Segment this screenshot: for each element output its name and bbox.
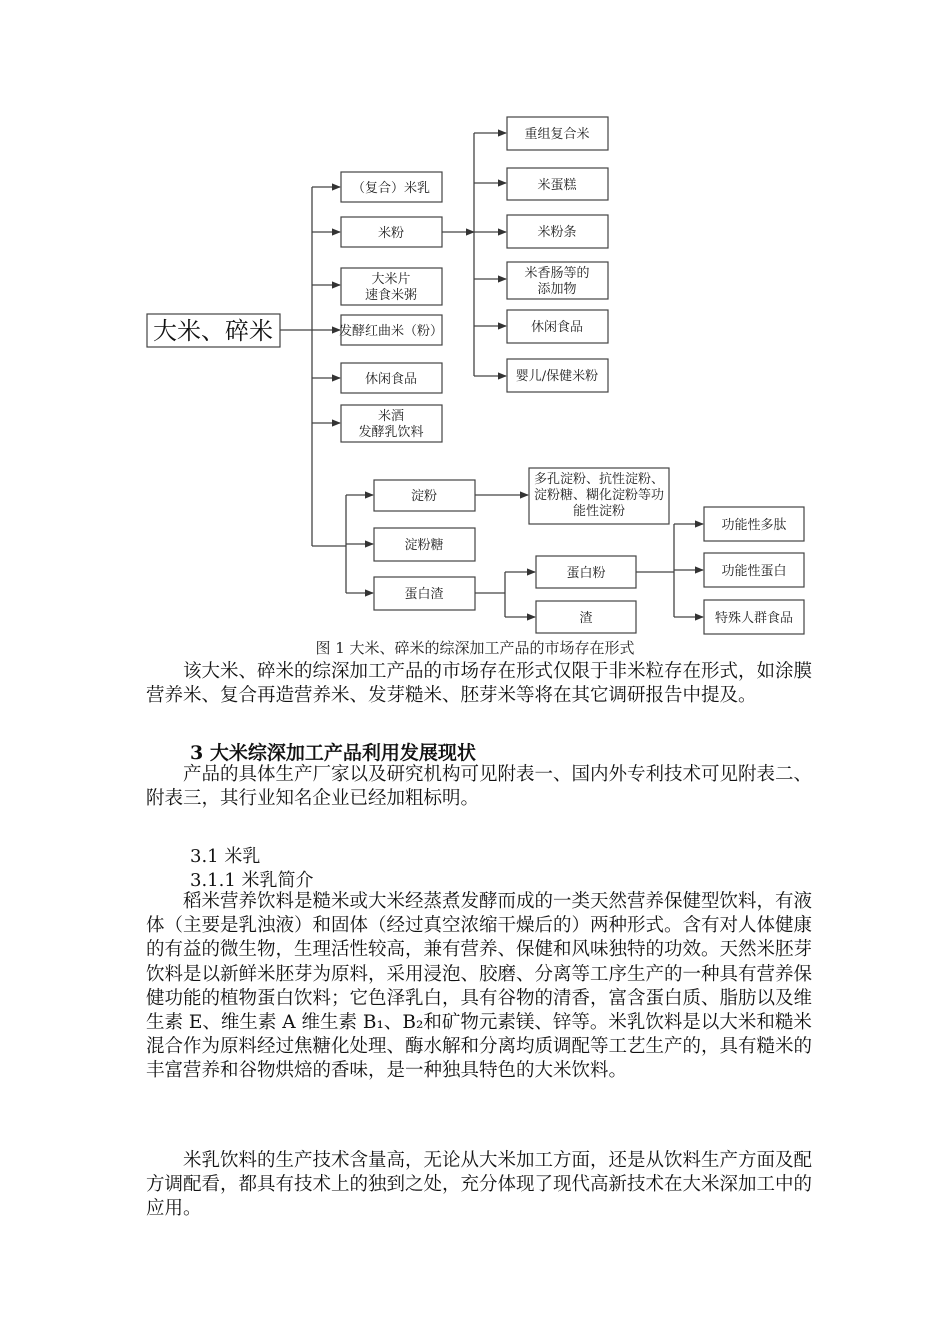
section-heading-3: 3 大米综深加工产品利用发展现状 — [190, 742, 476, 764]
paragraph-3: 稻米营养饮料是糙米或大米经蒸煮发酵而成的一类天然营养保健型饮料，有液体（主要是乳浊液）和固体（经过真空浓缩干燥后的）两种形式。含有对人体健康的有益的微生物，生理活性较高，兼有营养、保健和风味独特的功效。天然米胚芽饮料是以新鲜米胚芽为原料，采用浸泡、胶磨、分离等工序生产的一种具有营养保健功能的植物蛋白饮料；它色泽乳白，具有谷物的清香，富含蛋白质、脂肪以及维生素 E、维生素 A 维生素 B₁、B₂和矿物元素镁、锌等。米乳饮料是以大米和糙米混合作为原料经过焦糖化处理、酶水解和分离均质调配等工艺生产的，具有糙米的丰富营养和谷物烘焙的香味，是一种独具特色的大米饮料。 — [146, 891, 813, 1082]
label-starch: 淀粉 — [410, 489, 438, 504]
figure-caption: 图 1 大米、碎米的综深加工产品的市场存在形式 — [315, 639, 635, 657]
label-special-food: 特殊人群食品 — [714, 611, 794, 626]
label-peptide: 功能性多肽 — [721, 518, 787, 533]
label-rice-cake: 米蛋糕 — [537, 178, 577, 193]
paragraph-1: 该大米、碎米的综深加工产品的市场存在形式仅限于非米粒存在形式，如涂膜营养米、复合再造营养米、发芽糙米、胚芽米等将在其它调研报告中提及。 — [146, 661, 813, 707]
label-snack-2: 休闲食品 — [530, 320, 584, 335]
label-func-starch-1: 多孔淀粉、抗性淀粉、 — [533, 472, 665, 487]
label-rice-flakes: 大米片 — [371, 272, 411, 287]
label-sausage: 米香肠等的 — [524, 266, 590, 281]
label-recombined-rice: 重组复合米 — [524, 127, 590, 142]
paragraph-4: 米乳饮料的生产技术含量高，无论从大米加工方面，还是从饮料生产方面及配方调配看，都具有技术上的独到之处，充分体现了现代高新技术在大米深加工中的应用。 — [146, 1150, 813, 1220]
label-residue: 渣 — [579, 611, 593, 626]
label-rice-wine: 米酒 — [377, 409, 405, 424]
label-func-protein: 功能性蛋白 — [721, 564, 787, 579]
label-protein-residue: 蛋白渣 — [404, 587, 444, 602]
label-func-starch-3: 能性淀粉 — [572, 504, 626, 519]
label-fermented-drink: 发酵乳饮料 — [358, 425, 424, 440]
label-additive: 添加物 — [537, 282, 577, 297]
label-func-starch-2: 淀粉糖、糊化淀粉等功 — [533, 488, 665, 503]
label-rice-flour: 米粉 — [377, 226, 405, 241]
label-rice-noodle: 米粉条 — [537, 225, 577, 240]
label-snack: 休闲食品 — [364, 372, 418, 387]
section-heading-3-1: 3.1 米乳 — [190, 846, 261, 867]
label-infant-flour: 婴儿/保健米粉 — [515, 369, 599, 384]
section-heading-3-1-1: 3.1.1 米乳简介 — [190, 870, 314, 891]
label-rice-milk: （复合）米乳 — [351, 181, 431, 196]
label-protein-powder: 蛋白粉 — [566, 566, 606, 581]
label-instant-porridge: 速食米粥 — [364, 288, 418, 303]
label-starch-sugar: 淀粉糖 — [404, 538, 444, 553]
main-label: 大米、碎米 — [153, 317, 273, 345]
label-red-yeast: 发酵红曲米（粉） — [338, 324, 444, 339]
paragraph-2: 产品的具体生产厂家以及研究机构可见附表一、国内外专利技术可见附表二、附表三，其行业知名企业已经加粗标明。 — [146, 764, 813, 810]
flow-diagram — [0, 0, 950, 640]
